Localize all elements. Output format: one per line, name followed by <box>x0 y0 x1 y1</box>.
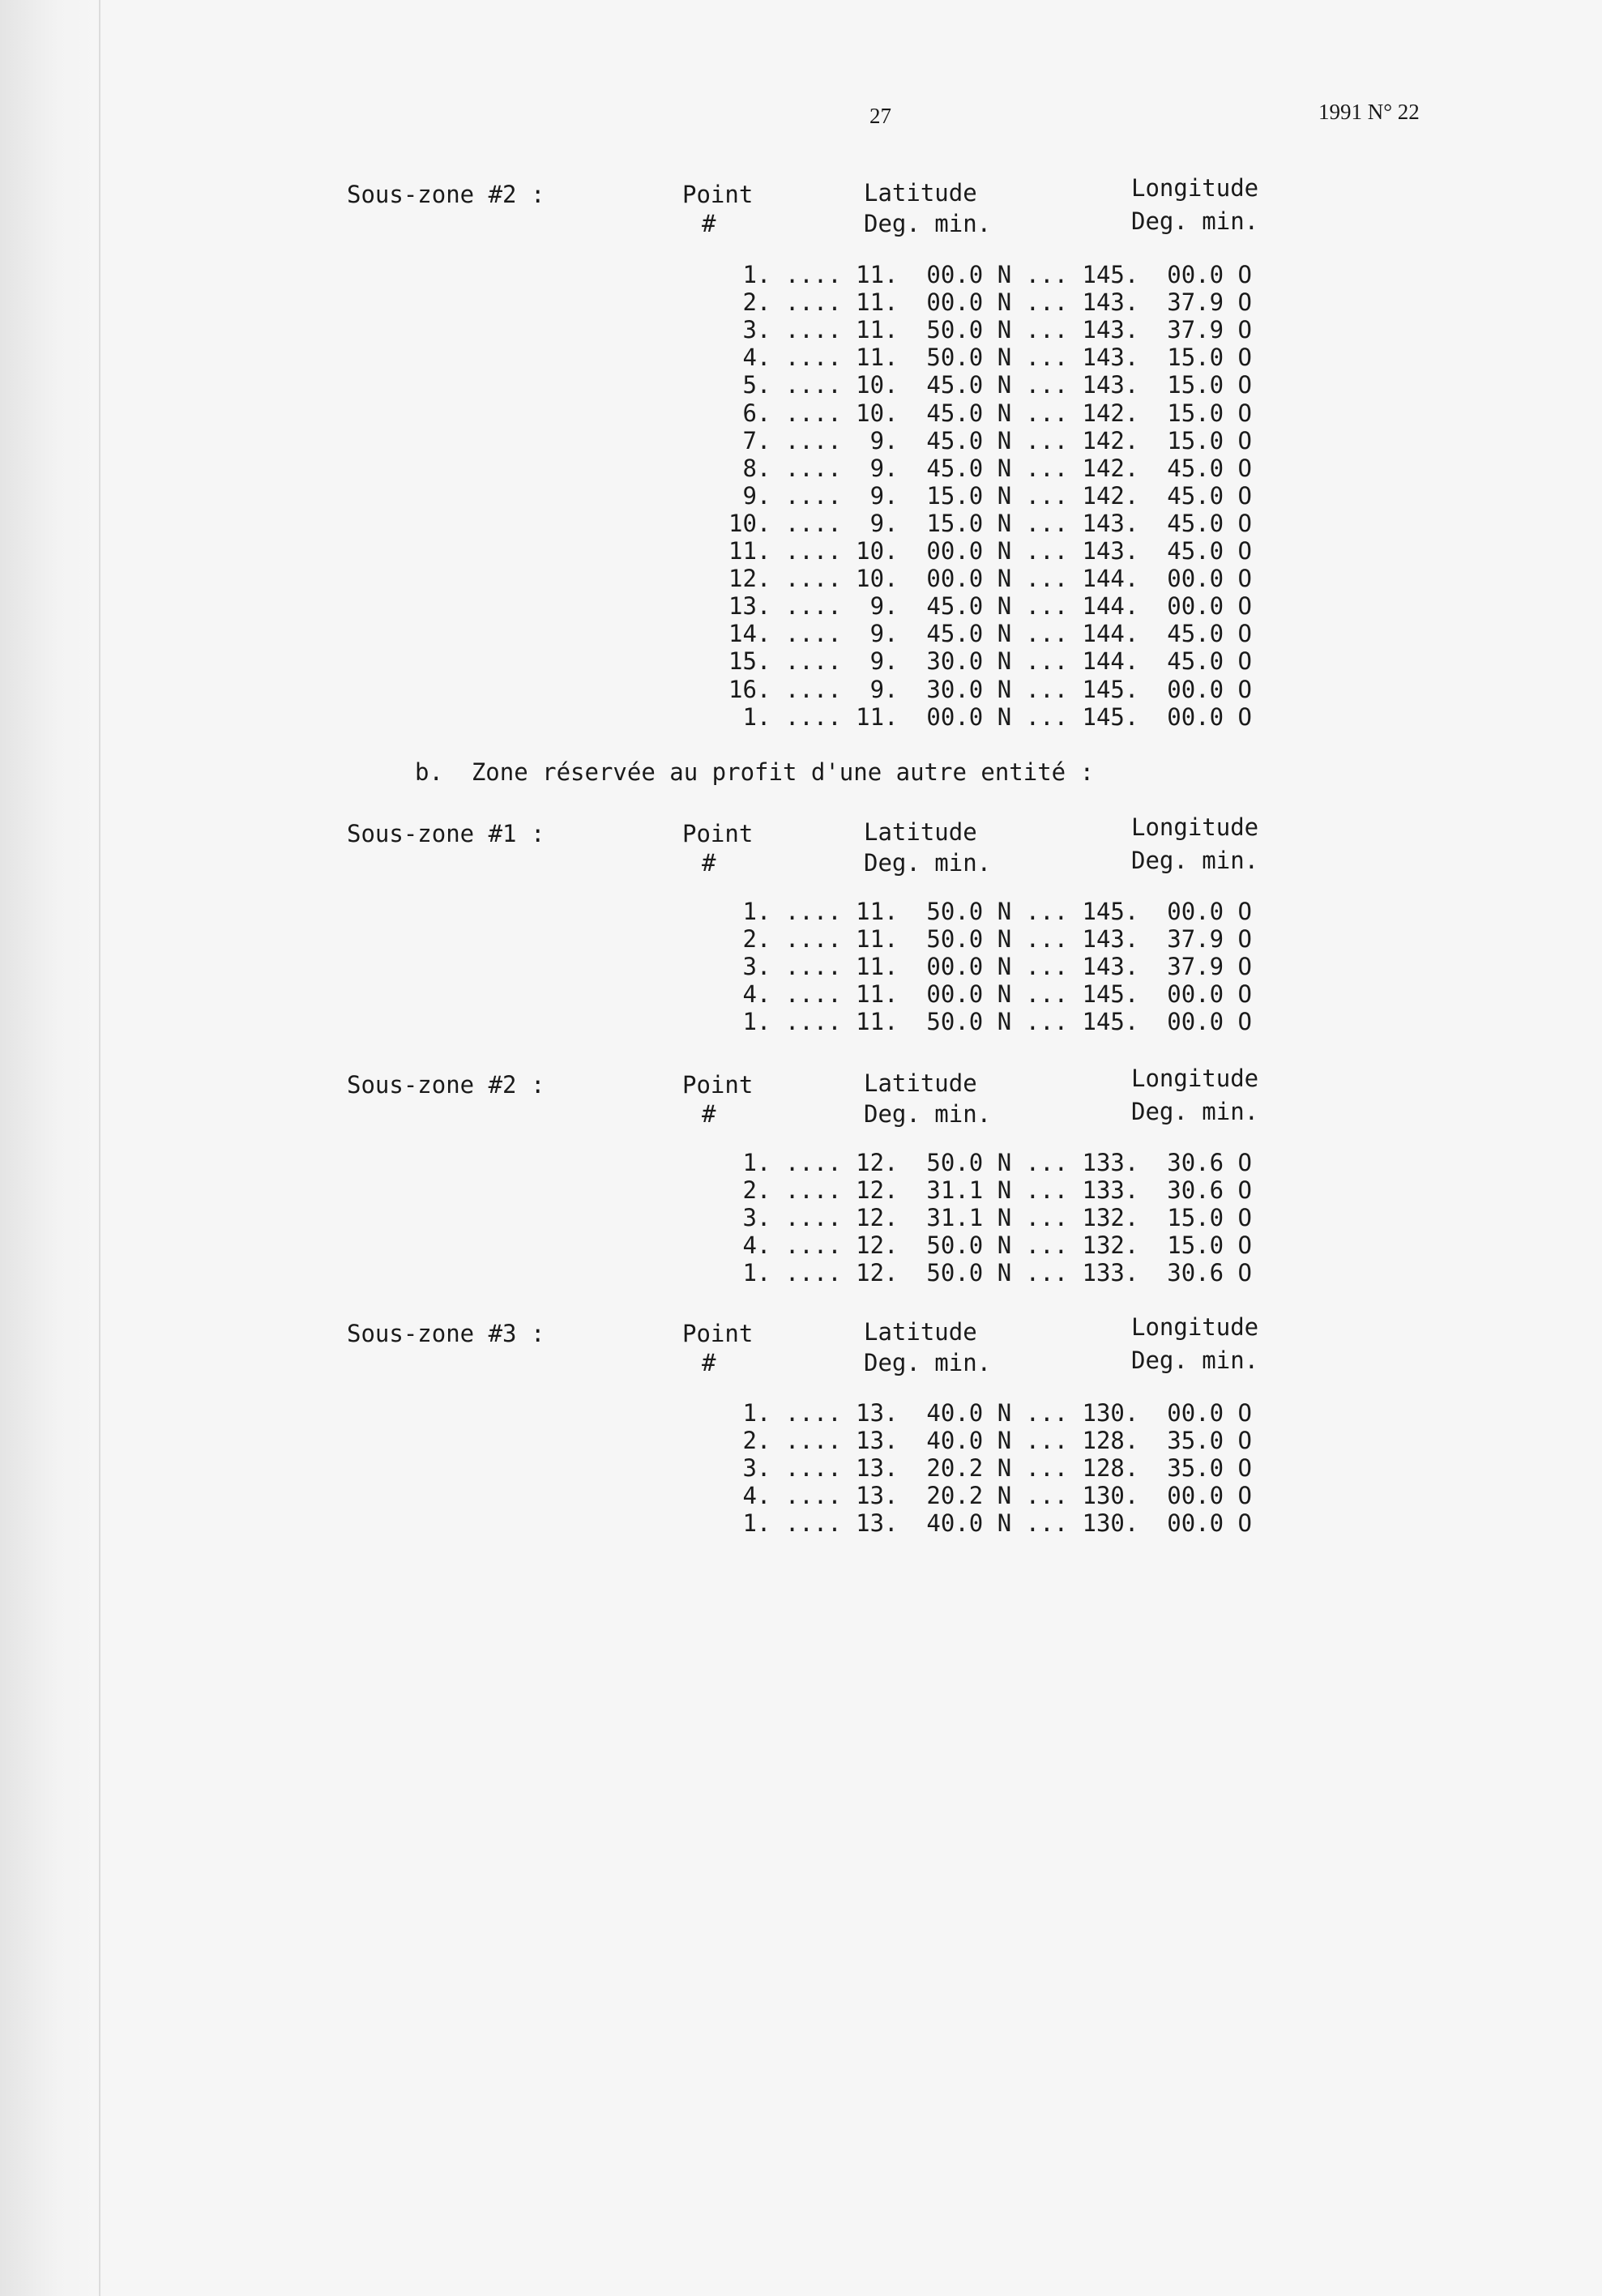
binding-shadow <box>0 0 97 2296</box>
page-number: 27 <box>869 104 891 128</box>
table-row: 16. .... 9. 30.0 N ... 145. 00.0 O <box>728 676 1253 703</box>
column-latitude: Latitude <box>864 818 977 846</box>
column-number-sign: # <box>702 1100 716 1128</box>
table-row: 7. .... 9. 45.0 N ... 142. 15.0 O <box>728 427 1253 455</box>
column-longitude-units: Deg. min. <box>1131 1346 1259 1374</box>
table-row: 10. .... 9. 15.0 N ... 143. 45.0 O <box>728 510 1253 537</box>
table-row: 3. .... 11. 50.0 N ... 143. 37.9 O <box>728 316 1253 344</box>
table-row: 2. .... 11. 00.0 N ... 143. 37.9 O <box>728 288 1253 316</box>
column-latitude: Latitude <box>864 1069 977 1097</box>
table-row: 15. .... 9. 30.0 N ... 144. 45.0 O <box>728 647 1253 675</box>
column-longitude-units: Deg. min. <box>1131 847 1259 874</box>
column-longitude: Longitude <box>1131 813 1259 841</box>
table-row: 3. .... 11. 00.0 N ... 143. 37.9 O <box>728 953 1253 980</box>
table-row: 6. .... 10. 45.0 N ... 142. 15.0 O <box>728 399 1253 427</box>
table-row: 8. .... 9. 45.0 N ... 142. 45.0 O <box>728 455 1253 482</box>
table-row: 12. .... 10. 00.0 N ... 144. 00.0 O <box>728 565 1253 592</box>
issue-reference: 1991 N° 22 <box>1318 100 1420 124</box>
column-number-sign: # <box>702 849 716 877</box>
column-point: Point <box>682 181 754 208</box>
table-row: 1. .... 11. 50.0 N ... 145. 00.0 O <box>728 898 1253 925</box>
table-row: 1. .... 11. 00.0 N ... 145. 00.0 O <box>728 703 1253 731</box>
section-title: b. Zone réservée au profit d'une autre entité : <box>415 758 1095 786</box>
subzone-label: Sous-zone #3 : <box>347 1320 545 1347</box>
table-row: 9. .... 9. 15.0 N ... 142. 45.0 O <box>728 482 1253 510</box>
column-latitude: Latitude <box>864 179 977 207</box>
column-latitude-units: Deg. min. <box>864 1100 992 1128</box>
column-longitude-units: Deg. min. <box>1131 1098 1259 1125</box>
column-number-sign: # <box>702 210 716 237</box>
subzone-label: Sous-zone #2 : <box>347 181 545 208</box>
column-longitude: Longitude <box>1131 1065 1259 1092</box>
table-row: 11. .... 10. 00.0 N ... 143. 45.0 O <box>728 537 1253 565</box>
table-row: 1. .... 11. 00.0 N ... 145. 00.0 O <box>728 261 1253 288</box>
table-row: 2. .... 13. 40.0 N ... 128. 35.0 O <box>728 1427 1253 1454</box>
table-row: 3. .... 13. 20.2 N ... 128. 35.0 O <box>728 1454 1253 1482</box>
column-point: Point <box>682 820 754 847</box>
table-row: 4. .... 13. 20.2 N ... 130. 00.0 O <box>728 1482 1253 1509</box>
column-longitude-units: Deg. min. <box>1131 207 1259 235</box>
column-number-sign: # <box>702 1349 716 1376</box>
table-row: 4. .... 11. 50.0 N ... 143. 15.0 O <box>728 344 1253 371</box>
column-point: Point <box>682 1320 754 1347</box>
column-longitude: Longitude <box>1131 174 1259 202</box>
table-row: 4. .... 12. 50.0 N ... 132. 15.0 O <box>728 1231 1253 1259</box>
table-row: 1. .... 12. 50.0 N ... 133. 30.6 O <box>728 1149 1253 1176</box>
table-row: 3. .... 12. 31.1 N ... 132. 15.0 O <box>728 1204 1253 1231</box>
table-row: 1. .... 12. 50.0 N ... 133. 30.6 O <box>728 1259 1253 1287</box>
column-latitude-units: Deg. min. <box>864 1349 992 1376</box>
table-row: 14. .... 9. 45.0 N ... 144. 45.0 O <box>728 620 1253 647</box>
table-row: 2. .... 11. 50.0 N ... 143. 37.9 O <box>728 925 1253 953</box>
table-row: 5. .... 10. 45.0 N ... 143. 15.0 O <box>728 371 1253 399</box>
table-row: 1. .... 13. 40.0 N ... 130. 00.0 O <box>728 1509 1253 1537</box>
subzone-label: Sous-zone #2 : <box>347 1071 545 1099</box>
table-row: 1. .... 11. 50.0 N ... 145. 00.0 O <box>728 1008 1253 1035</box>
column-latitude: Latitude <box>864 1318 977 1346</box>
column-point: Point <box>682 1071 754 1099</box>
table-row: 4. .... 11. 00.0 N ... 145. 00.0 O <box>728 980 1253 1008</box>
column-latitude-units: Deg. min. <box>864 210 992 237</box>
table-row: 2. .... 12. 31.1 N ... 133. 30.6 O <box>728 1176 1253 1204</box>
table-row: 1. .... 13. 40.0 N ... 130. 00.0 O <box>728 1399 1253 1427</box>
column-longitude: Longitude <box>1131 1313 1259 1341</box>
table-row: 13. .... 9. 45.0 N ... 144. 00.0 O <box>728 592 1253 620</box>
column-latitude-units: Deg. min. <box>864 849 992 877</box>
subzone-label: Sous-zone #1 : <box>347 820 545 847</box>
page-fold-line <box>99 0 100 2296</box>
